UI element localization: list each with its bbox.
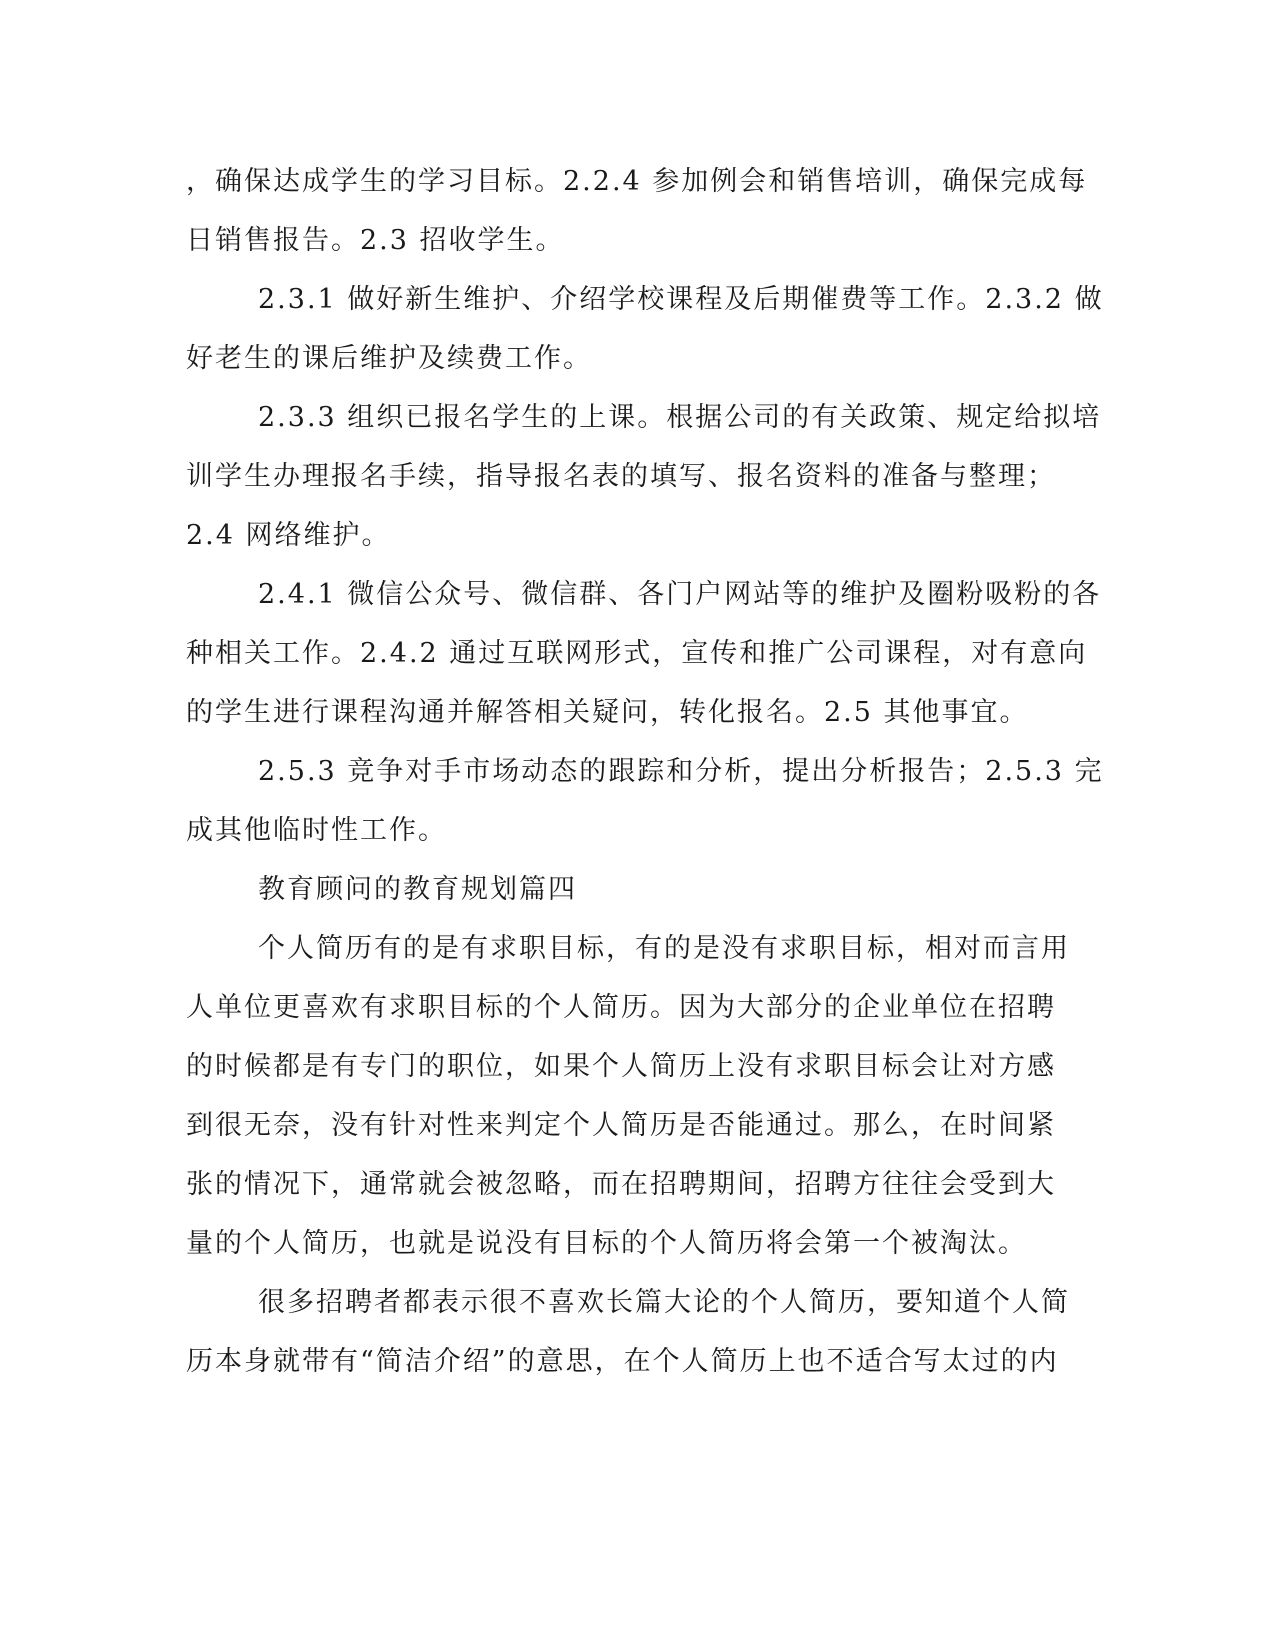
text-line: 2.4 网络维护。 <box>186 520 391 551</box>
text-line: 很多招聘者都表示很不喜欢长篇大论的个人简历，要知道个人简 <box>258 1287 1070 1318</box>
text-line: 训学生办理报名手续，指导报名表的填写、报名资料的准备与整理； <box>186 461 1056 492</box>
text-line: 2.5.3 竞争对手市场动态的跟踪和分析，提出分析报告；2.5.3 完 <box>258 756 1104 787</box>
section-heading: 教育顾问的教育规划篇四 <box>258 874 577 905</box>
text-line: 好老生的课后维护及续费工作。 <box>186 343 592 374</box>
text-line: 张的情况下，通常就会被忽略，而在招聘期间，招聘方往往会受到大 <box>186 1169 1056 1200</box>
text-line: 个人简历有的是有求职目标，有的是没有求职目标，相对而言用 <box>258 933 1070 964</box>
text-line: 历本身就带有“简洁介绍”的意思，在个人简历上也不适合写太过的内 <box>186 1346 1059 1377</box>
text-line: 到很无奈，没有针对性来判定个人简历是否能通过。那么，在时间紧 <box>186 1110 1056 1141</box>
text-line: 2.3.1 做好新生维护、介绍学校课程及后期催费等工作。2.3.2 做 <box>258 284 1104 315</box>
text-line: 人单位更喜欢有求职目标的个人简历。因为大部分的企业单位在招聘 <box>186 992 1056 1023</box>
text-line: 的学生进行课程沟通并解答相关疑问，转化报名。2.5 其他事宜。 <box>186 697 1029 728</box>
text-line: 日销售报告。2.3 招收学生。 <box>186 225 565 256</box>
text-line: 2.4.1 微信公众号、微信群、各门户网站等的维护及圈粉吸粉的各 <box>258 579 1102 610</box>
text-line: 的时候都是有专门的职位，如果个人简历上没有求职目标会让对方感 <box>186 1051 1056 1082</box>
text-line: 成其他临时性工作。 <box>186 815 447 846</box>
text-line: 2.3.3 组织已报名学生的上课。根据公司的有关政策、规定给拟培 <box>258 402 1102 433</box>
text-line: 种相关工作。2.4.2 通过互联网形式，宣传和推广公司课程，对有意向 <box>186 638 1088 669</box>
text-line: ，确保达成学生的学习目标。2.2.4 参加例会和销售培训，确保完成每 <box>186 166 1088 197</box>
text-line: 量的个人简历，也就是说没有目标的个人简历将会第一个被淘汰。 <box>186 1228 1027 1259</box>
